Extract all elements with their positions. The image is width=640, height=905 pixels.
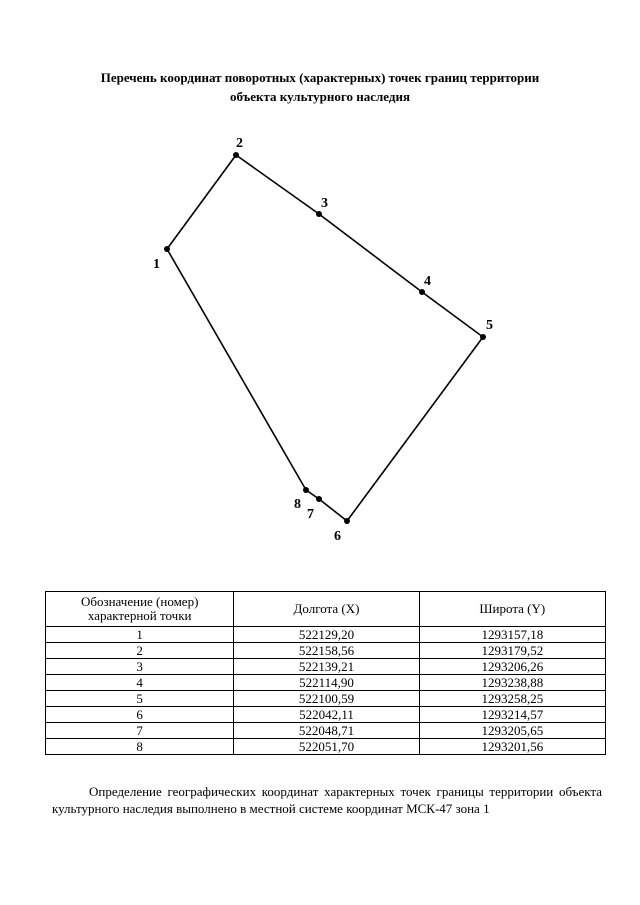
cell-point-number: 5 [46,691,234,707]
cell-longitude: 522129,20 [234,627,419,643]
cell-latitude: 1293201,56 [419,739,605,755]
table-row [46,691,606,707]
cell-point-number: 1 [46,627,234,643]
cell-latitude: 1293258,25 [419,691,605,707]
boundary-point-labels [153,136,493,544]
cell-longitude: 522051,70 [234,739,419,755]
table-row [46,659,606,675]
header-latitude: Широта (Y) [419,592,605,627]
point-label-8: 8 [294,497,301,512]
cell-point-number: 6 [46,707,234,723]
boundary-point-4 [419,289,425,295]
title-line-2: объекта культурного наследия [230,89,410,104]
cell-longitude: 522158,56 [234,643,419,659]
cell-longitude: 522114,90 [234,675,419,691]
cell-latitude: 1293206,26 [419,659,605,675]
boundary-point-1 [164,246,170,252]
cell-latitude: 1293157,18 [419,627,605,643]
header-longitude: Долгота (X) [234,592,419,627]
cell-point-number: 2 [46,643,234,659]
coordinate-system-note: Определение географических координат характерных точек границы территории объекта культурного наследия выполнено в местной системе координат МСК-47 зона 1 [52,784,602,816]
point-label-4: 4 [424,274,431,289]
cell-longitude: 522042,11 [234,707,419,723]
cell-point-number: 8 [46,739,234,755]
point-label-3: 3 [321,196,328,211]
coordinates-table [45,591,606,755]
point-label-6: 6 [334,529,341,544]
boundary-point-3 [316,211,322,217]
cell-longitude: 522100,59 [234,691,419,707]
cell-longitude: 522048,71 [234,723,419,739]
boundary-point-8 [303,487,309,493]
boundary-point-5 [480,334,486,340]
point-label-7: 7 [307,507,314,522]
table-row [46,675,606,691]
boundary-point-7 [316,496,322,502]
cell-point-number: 4 [46,675,234,691]
table-row [46,739,606,755]
cell-longitude: 522139,21 [234,659,419,675]
point-label-2: 2 [236,136,243,151]
table-row [46,627,606,643]
table-row [46,707,606,723]
cell-latitude: 1293205,65 [419,723,605,739]
point-label-1: 1 [153,257,160,272]
cell-point-number: 7 [46,723,234,739]
table-row [46,643,606,659]
header-point-number: Обозначение (номер) характерной точки [46,592,234,627]
table-header-row [46,592,606,627]
table-row [46,723,606,739]
point-label-5: 5 [486,318,493,333]
boundary-point-2 [233,152,239,158]
boundary-point-6 [344,518,350,524]
cell-point-number: 3 [46,659,234,675]
cell-latitude: 1293238,88 [419,675,605,691]
title-line-1: Перечень координат поворотных (характерных) точек границ территории [100,70,540,85]
cell-latitude: 1293179,52 [419,643,605,659]
cell-latitude: 1293214,57 [419,707,605,723]
